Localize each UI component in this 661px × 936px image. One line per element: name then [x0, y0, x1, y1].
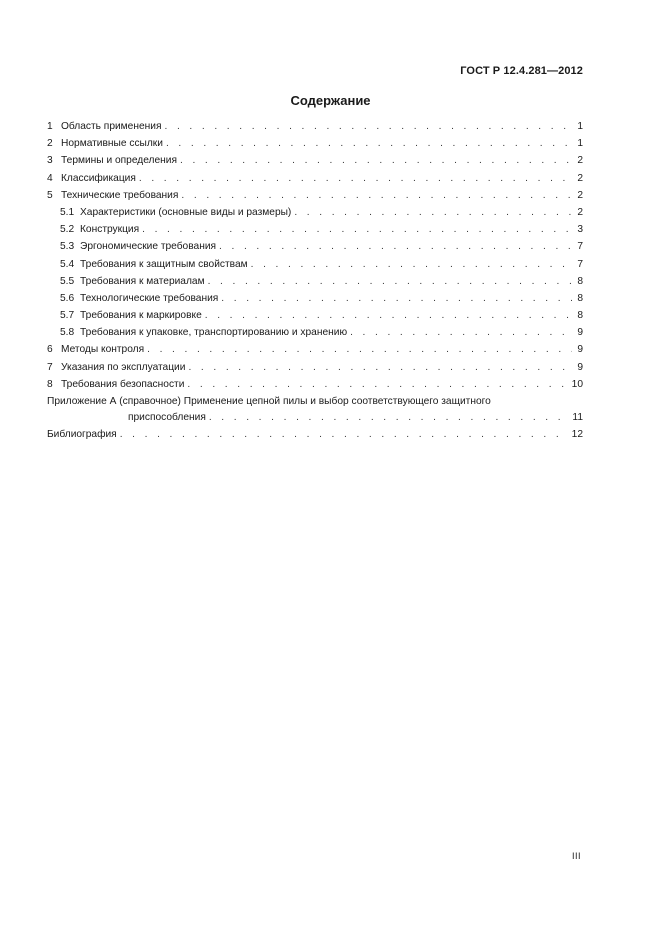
toc-appendix-title-line1: Приложение А (справочное) Применение цепной пилы и выбор соответствующего защитного	[47, 396, 491, 407]
toc-entry-title: Эргономические требования	[80, 241, 217, 253]
toc-entry-page: 2	[577, 172, 583, 184]
toc-entry-title: Требования к маркировке	[80, 310, 202, 322]
toc-entry-title: Технологические требования	[80, 292, 219, 304]
toc-entry-number: 4	[47, 172, 53, 184]
toc-appendix-title-line2: приспособления	[128, 412, 206, 423]
toc-entry-page: 2	[577, 155, 583, 167]
dot-leader	[205, 310, 572, 321]
toc-appendix-entry[interactable]	[47, 396, 583, 412]
toc-entry-page: 8	[577, 292, 583, 304]
dot-leader	[181, 190, 572, 201]
toc-entry-title: Требования к защитным свойствам	[80, 258, 248, 270]
toc-entry-page: 3	[577, 224, 583, 236]
table-of-contents	[47, 121, 583, 446]
dot-leader	[166, 138, 572, 149]
toc-entry-page: 11	[572, 412, 583, 423]
toc-entry-number: 5.7	[60, 310, 75, 322]
toc-subentry[interactable]	[47, 293, 583, 310]
toc-entry[interactable]	[47, 379, 583, 396]
toc-entry-number: 7	[47, 361, 53, 373]
toc-title: Содержание	[290, 93, 371, 108]
toc-entry-title: Требования к упаковке, транспортированию и хранению	[80, 327, 348, 339]
dot-leader	[208, 276, 572, 287]
toc-subentry[interactable]	[47, 327, 583, 344]
toc-entry-number: 8	[47, 378, 53, 390]
toc-entry-number: 5.8	[60, 327, 75, 339]
toc-entry[interactable]	[47, 190, 583, 207]
dot-leader	[147, 344, 572, 355]
toc-entry-title: Библиография	[47, 429, 117, 441]
toc-entry-title: Конструкция	[80, 224, 140, 236]
dot-leader	[188, 362, 572, 373]
toc-entry-title: Технические требования	[61, 189, 179, 201]
toc-entry-page: 7	[577, 258, 583, 270]
toc-entry-page: 2	[577, 189, 583, 201]
dot-leader	[251, 259, 572, 270]
toc-entry-number: 3	[47, 155, 53, 167]
toc-entry-number: 5.5	[60, 275, 75, 287]
dot-leader	[219, 241, 572, 252]
toc-entry-number: 5.1	[60, 206, 75, 218]
toc-entry-page: 8	[577, 275, 583, 287]
toc-entry-page: 12	[571, 429, 583, 441]
toc-entry-page: 10	[571, 378, 583, 390]
dot-leader	[221, 293, 572, 304]
toc-entry-page: 9	[577, 361, 583, 373]
toc-entry-page: 1	[577, 138, 583, 150]
toc-subentry[interactable]	[47, 259, 583, 276]
toc-entry-page: 1	[577, 121, 583, 132]
toc-entry-page: 7	[577, 241, 583, 253]
toc-entry-number: 5	[47, 189, 53, 201]
toc-subentry[interactable]	[47, 310, 583, 327]
toc-subentry[interactable]	[47, 241, 583, 258]
toc-entry-title: Методы контроля	[61, 344, 145, 356]
toc-entry-title: Характеристики (основные виды и размеры)	[80, 206, 292, 218]
toc-entry[interactable]	[47, 362, 583, 379]
toc-entry-number: 6	[47, 344, 53, 356]
dot-leader	[164, 121, 572, 132]
toc-entry-number: 2	[47, 138, 53, 150]
dot-leader	[209, 412, 570, 423]
toc-entry-number: 5.3	[60, 241, 75, 253]
toc-appendix-entry-continuation[interactable]	[47, 412, 583, 429]
toc-entry-number: 1	[47, 121, 53, 132]
toc-bibliography-entry[interactable]	[47, 429, 583, 446]
toc-entry[interactable]	[47, 121, 583, 138]
toc-entry-title: Термины и определения	[61, 155, 177, 167]
toc-entry-title: Классификация	[61, 172, 136, 184]
toc-entry-title: Требования безопасности	[61, 378, 185, 390]
toc-subentry[interactable]	[47, 207, 583, 224]
document-code: ГОСТ Р 12.4.281—2012	[460, 65, 583, 77]
toc-entry-number: 5.6	[60, 292, 75, 304]
toc-entry-page: 9	[577, 327, 583, 339]
toc-entry[interactable]	[47, 344, 583, 361]
toc-subentry[interactable]	[47, 224, 583, 241]
toc-entry-title: Указания по эксплуатации	[61, 361, 186, 373]
dot-leader	[180, 155, 572, 166]
dot-leader	[139, 173, 572, 184]
toc-entry-title: Требования к материалам	[80, 275, 205, 287]
toc-entry-page: 2	[577, 206, 583, 218]
dot-leader	[350, 327, 572, 338]
dot-leader	[120, 429, 569, 440]
toc-entry-title: Нормативные ссылки	[61, 138, 163, 150]
dot-leader	[142, 224, 572, 235]
toc-subentry[interactable]	[47, 276, 583, 293]
toc-entry-page: 8	[577, 310, 583, 322]
toc-entry[interactable]	[47, 138, 583, 155]
dot-leader	[294, 207, 572, 218]
toc-entry-page: 9	[577, 344, 583, 356]
dot-leader	[187, 379, 568, 390]
toc-entry-number: 5.2	[60, 224, 75, 236]
page-number: III	[571, 851, 581, 861]
toc-entry[interactable]	[47, 173, 583, 190]
toc-entry-number: 5.4	[60, 258, 75, 270]
toc-entry-title: Область применения	[61, 121, 162, 132]
toc-entry[interactable]	[47, 155, 583, 172]
